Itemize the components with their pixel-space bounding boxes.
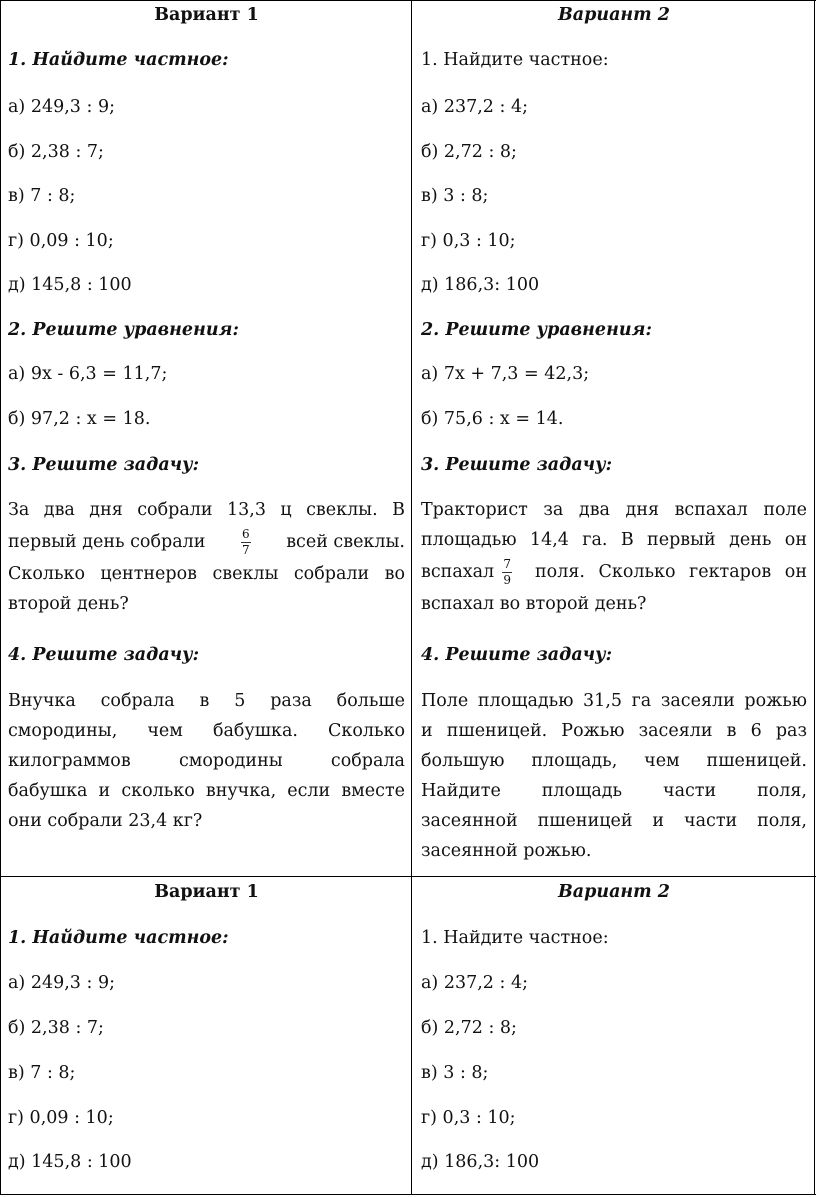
task2-item: а) 7х + 7,3 = 42,3;: [421, 364, 590, 384]
task1-item: б) 2,72 : 8;: [421, 142, 517, 162]
table-border-bottom: [0, 1194, 816, 1195]
task3-line: площадью 14,4 га. В первый день он: [421, 530, 807, 550]
variant-header: Вариант 2: [558, 5, 670, 25]
task4-line: смородины, чем бабушка. Сколько: [8, 721, 405, 741]
table-border-right: [814, 0, 815, 1195]
task3-line: вспахал: [421, 562, 495, 582]
fraction: [241, 528, 251, 557]
task1-item: в) 7 : 8;: [8, 1063, 76, 1083]
task1-item: б) 2,72 : 8;: [421, 1018, 517, 1038]
task4-line: большую площадь, чем пшеницей.: [421, 751, 807, 771]
task1-item: д) 145,8 : 100: [8, 1152, 132, 1172]
task1-title: 1. Найдите частное:: [8, 50, 229, 70]
task1-title: 1. Найдите частное:: [8, 928, 229, 948]
task3-line: второй день?: [8, 594, 129, 614]
table-border-left: [0, 0, 1, 1195]
task4-text: [8, 686, 405, 836]
task3-line: Сколько центнеров свеклы собрали во: [8, 564, 405, 584]
task1-item: г) 0,09 : 10;: [8, 1108, 114, 1128]
task4-line: Найдите площадь части поля,: [421, 781, 807, 801]
task1-item: г) 0,09 : 10;: [8, 231, 114, 251]
task2-title: 2. Решите уравнения:: [8, 320, 239, 340]
task4-line: килограммов смородины собрала: [8, 751, 405, 771]
task4-text: [421, 686, 807, 866]
task1-item: а) 249,3 : 9;: [8, 97, 115, 117]
table-divider-vertical: [411, 0, 412, 1195]
task1-item: г) 0,3 : 10;: [421, 1108, 516, 1128]
task1-title: 1. Найдите частное:: [421, 50, 609, 70]
task3-line: Тракторист за два дня вспахал поле: [421, 500, 807, 520]
task3-line-fraction: [421, 555, 807, 589]
variant-header: Вариант 1: [154, 5, 259, 25]
task4-title: 4. Решите задачу:: [421, 645, 613, 665]
task1-title: 1. Найдите частное:: [421, 928, 609, 948]
task2-item: б) 97,2 : х = 18.: [8, 409, 151, 429]
task4-line: Поле площадью 31,5 га засеяли рожью: [421, 691, 807, 711]
task2-item: а) 9х - 6,3 = 11,7;: [8, 364, 168, 384]
task1-item: а) 237,2 : 4;: [421, 97, 528, 117]
task4-line: бабушка и сколько внучка, если вместе: [8, 781, 405, 801]
task3-line: За два дня собрали 13,3 ц свеклы. В: [8, 500, 405, 520]
task3-line-fraction: [8, 525, 405, 559]
task1-item: в) 3 : 8;: [421, 186, 489, 206]
task4-line: Внучка собрала в 5 раза больше: [8, 691, 405, 711]
task1-item: д) 145,8 : 100: [8, 275, 132, 295]
variant-header: Вариант 2: [558, 882, 670, 902]
task3-line: вспахал во второй день?: [421, 594, 647, 614]
task4-line: они собрали 23,4 кг?: [8, 811, 203, 831]
task1-item: в) 3 : 8;: [421, 1063, 489, 1083]
task2-title: 2. Решите уравнения:: [421, 320, 652, 340]
task1-item: б) 2,38 : 7;: [8, 1018, 104, 1038]
fraction-numerator: 6: [241, 526, 250, 541]
fraction-numerator: 7: [503, 556, 511, 571]
task1-item: а) 249,3 : 9;: [8, 973, 115, 993]
task3-text: [8, 495, 405, 619]
task3-title: 3. Решите задачу:: [8, 455, 200, 475]
fraction-denominator: 7: [241, 542, 250, 557]
task3-line: первый день собрали: [8, 532, 206, 552]
task2-item: б) 75,6 : х = 14.: [421, 409, 564, 429]
task3-line: поля. Сколько гектаров он: [535, 562, 807, 582]
task1-item: а) 237,2 : 4;: [421, 973, 528, 993]
fraction-denominator: 9: [503, 572, 511, 587]
variant-header: Вариант 1: [154, 882, 259, 902]
task4-line: и пшеницей. Рожью засеяли в 6 раз: [421, 721, 807, 741]
task4-line: засеянной пшеницей и части поля,: [421, 811, 807, 831]
task1-item: д) 186,3: 100: [421, 1152, 540, 1172]
task4-title: 4. Решите задачу:: [8, 645, 200, 665]
task3-line: всей свеклы.: [286, 532, 405, 552]
task4-line: засеянной рожью.: [421, 841, 592, 861]
task3-title: 3. Решите задачу:: [421, 455, 613, 475]
task1-item: в) 7 : 8;: [8, 186, 76, 206]
task3-text: [421, 495, 807, 619]
task1-item: г) 0,3 : 10;: [421, 231, 516, 251]
fraction: [502, 558, 512, 587]
task1-item: д) 186,3: 100: [421, 275, 540, 295]
task1-item: б) 2,38 : 7;: [8, 142, 104, 162]
